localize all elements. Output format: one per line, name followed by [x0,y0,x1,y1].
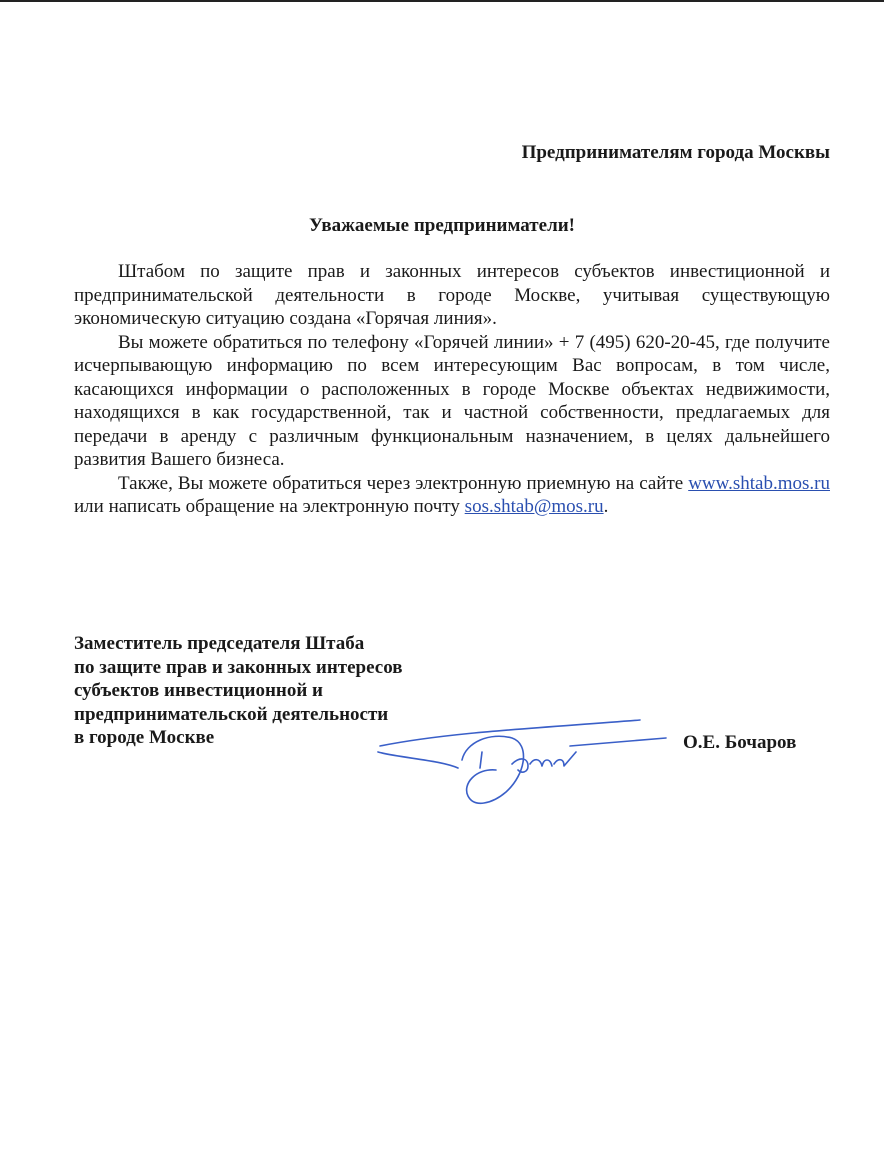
paragraph-hotline-intro: Штабом по защите прав и законных интересов субъектов инвестиционной и предпринимательской деятельности в городе Москве, учитывая существующую экономическую ситуацию создана «Горячая линия». [74,261,830,329]
email-link[interactable]: sos.shtab@mos.ru [464,496,604,517]
website-link[interactable]: www.shtab.mos.ru [688,472,830,494]
salutation-heading: Уважаемые предприниматели! [309,215,575,236]
signatory-title-line: в городе Москве [74,727,215,748]
addressee: Предпринимателям города Москвы [521,142,830,163]
top-border-line [0,0,884,2]
paragraph-phone-info: Вы можете обратиться по телефону «Горячей линии» + 7 (495) 620-20-45, где получите исчерпывающую информацию по всем интересующим Вас вопросам, в том числе, касающихся информации о расположенных в городе Москве объектах недвижимости, находящихся в как государственной, так и частной собственности, предлагаемых для передачи в аренду с различным функциональным назначением, в целях дальнейшего развития Вашего бизнеса. [74,331,830,470]
handwritten-signature-image [370,712,670,822]
letter-body [74,260,830,519]
signatory-title-line: по защите прав и законных интересов [74,656,403,678]
signatory-title [74,632,402,750]
paragraph-contact-channels [74,472,830,519]
paragraph-contact-text-end: . [603,496,609,517]
signatory-title-line: субъектов инвестиционной и [74,680,324,701]
paragraph-contact-text-middle: или написать обращение на электронную почту [74,496,465,517]
signatory-title-line: Заместитель председателя Штаба [74,633,365,654]
signatory-title-line: предпринимательской деятельности [74,703,389,725]
paragraph-contact-text-start: Также, Вы можете обратиться через электронную приемную на сайте [118,472,689,494]
signatory-name: О.Е. Бочаров [683,732,797,753]
